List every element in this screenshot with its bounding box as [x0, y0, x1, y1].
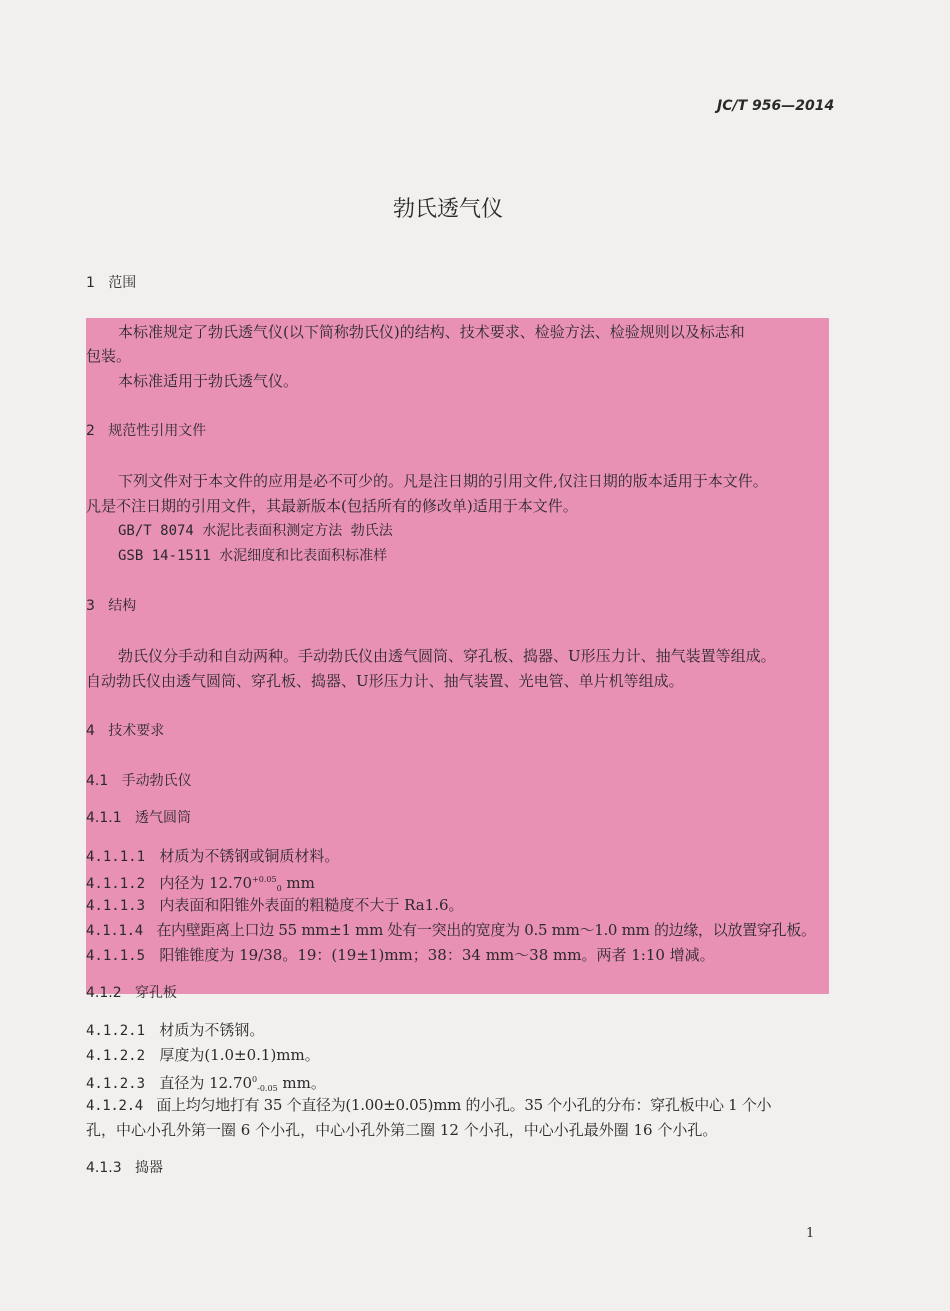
clause-text: 面上均匀地打有 35 个直径为(1.00±0.05)mm 的小孔。35 个小孔的分布：穿孔板中心 1 个小: [156, 1096, 772, 1114]
section-number: 4: [86, 723, 95, 739]
clause-item: [86, 945, 715, 966]
section-title: 结构: [108, 598, 137, 614]
section-4-1-heading: [86, 771, 192, 791]
section-number: 3: [86, 598, 95, 614]
section-4-heading: [86, 721, 164, 741]
clause-continuation: 孔，中心小孔外第一圈 6 个小孔，中心小孔外第二圈 12 个小孔，中心小孔最外圈 16 个小孔。: [86, 1121, 718, 1139]
paragraph: 凡是不注日期的引用文件，其最新版本(包括所有的修改单)适用于本文件。: [86, 497, 578, 515]
lower-tolerance: -0.05: [257, 1084, 278, 1093]
clause-number: 4.1.2.1: [86, 1023, 146, 1039]
document-number: JC/T 956—2014: [717, 98, 835, 114]
section-1-heading: [86, 273, 136, 293]
clause-text: 在内壁距离上口边 55 mm±1 mm 处有一突出的宽度为 0.5 mm～1.0 mm 的边缘，以放置穿孔板。: [156, 921, 816, 939]
page-title: 勃氏透气仪: [393, 197, 504, 222]
section-number: 1: [86, 275, 95, 291]
clause-text: 厚度为(1.0±0.1)mm。: [159, 1046, 320, 1064]
clause-number: 4.1.1.1: [86, 849, 146, 865]
clause-number: 4.1.2.3: [86, 1076, 146, 1092]
reference-item: GSB 14-1511 水泥细度和比表面积标准样: [118, 548, 388, 564]
clause-text: 材质为不锈钢。: [159, 1021, 265, 1039]
section-title: 范围: [108, 275, 137, 291]
clause-text: 内表面和阳锥外表面的粗糙度不大于 Ra1.6。: [159, 896, 464, 914]
page-number: 1: [806, 1226, 815, 1241]
clause-text: 材质为不锈钢或铜质材料。: [159, 847, 340, 865]
section-title: 手动勃氏仪: [121, 773, 192, 789]
upper-tolerance: +0.05: [252, 875, 277, 884]
paragraph: 勃氏仪分手动和自动两种。手动勃氏仪由透气圆筒、穿孔板、捣器、U形压力计、抽气装置等组成。: [118, 647, 776, 665]
clause-number: 4.1.2.4: [86, 1098, 143, 1114]
clause-text: 内径为 12.70: [159, 874, 253, 892]
clause-item: [86, 1045, 320, 1066]
section-4-1-1-heading: [86, 808, 191, 828]
clause-number: 4.1.2.2: [86, 1048, 146, 1064]
clause-text: 直径为 12.70: [159, 1074, 253, 1092]
upper-tolerance: 0: [252, 1075, 258, 1084]
section-title: 穿孔板: [134, 985, 177, 1001]
clause-number: 4.1.1.5: [86, 948, 146, 964]
clause-text: 阳锥锥度为 19/38。19：(19±1)mm；38：34 mm～38 mm。两者 1:10 增减。: [159, 946, 715, 964]
clause-item: [86, 1095, 771, 1116]
clause-item: [86, 846, 339, 867]
reference-item: GB/T 8074 水泥比表面积测定方法 勃氏法: [118, 523, 393, 539]
section-title: 透气圆筒: [134, 810, 191, 826]
clause-item: [86, 920, 816, 941]
paragraph: 本标准规定了勃氏透气仪(以下简称勃氏仪)的结构、技术要求、检验方法、检验规则以及标志和: [118, 323, 745, 341]
clause-unit: mm。: [277, 1074, 326, 1092]
section-title: 捣器: [134, 1160, 163, 1176]
lower-tolerance: 0: [276, 884, 282, 893]
section-number: 2: [86, 423, 95, 439]
clause-item: [86, 1020, 264, 1041]
paragraph: 自动勃氏仪由透气圆筒、穿孔板、捣器、U形压力计、抽气装置、光电管、单片机等组成。: [86, 672, 684, 690]
clause-number: 4.1.1.3: [86, 898, 146, 914]
clause-unit: mm: [281, 874, 315, 892]
clause-number: 4.1.1.2: [86, 876, 146, 892]
section-number: 4.1.3: [86, 1160, 122, 1176]
clause-number: 4.1.1.4: [86, 923, 143, 939]
section-number: 4.1.2: [86, 985, 122, 1001]
section-title: 规范性引用文件: [108, 423, 207, 439]
section-number: 4.1: [86, 773, 109, 789]
section-4-1-2-heading: [86, 983, 177, 1003]
section-3-heading: [86, 596, 136, 616]
paragraph: 下列文件对于本文件的应用是必不可少的。凡是注日期的引用文件,仅注日期的版本适用于本文件。: [118, 472, 768, 490]
clause-item: [86, 895, 464, 916]
section-number: 4.1.1: [86, 810, 122, 826]
section-2-heading: [86, 421, 206, 441]
section-4-1-3-heading: [86, 1158, 163, 1178]
paragraph: 包装。: [86, 347, 132, 365]
section-title: 技术要求: [108, 723, 165, 739]
paragraph: 本标准适用于勃氏透气仪。: [118, 372, 299, 390]
